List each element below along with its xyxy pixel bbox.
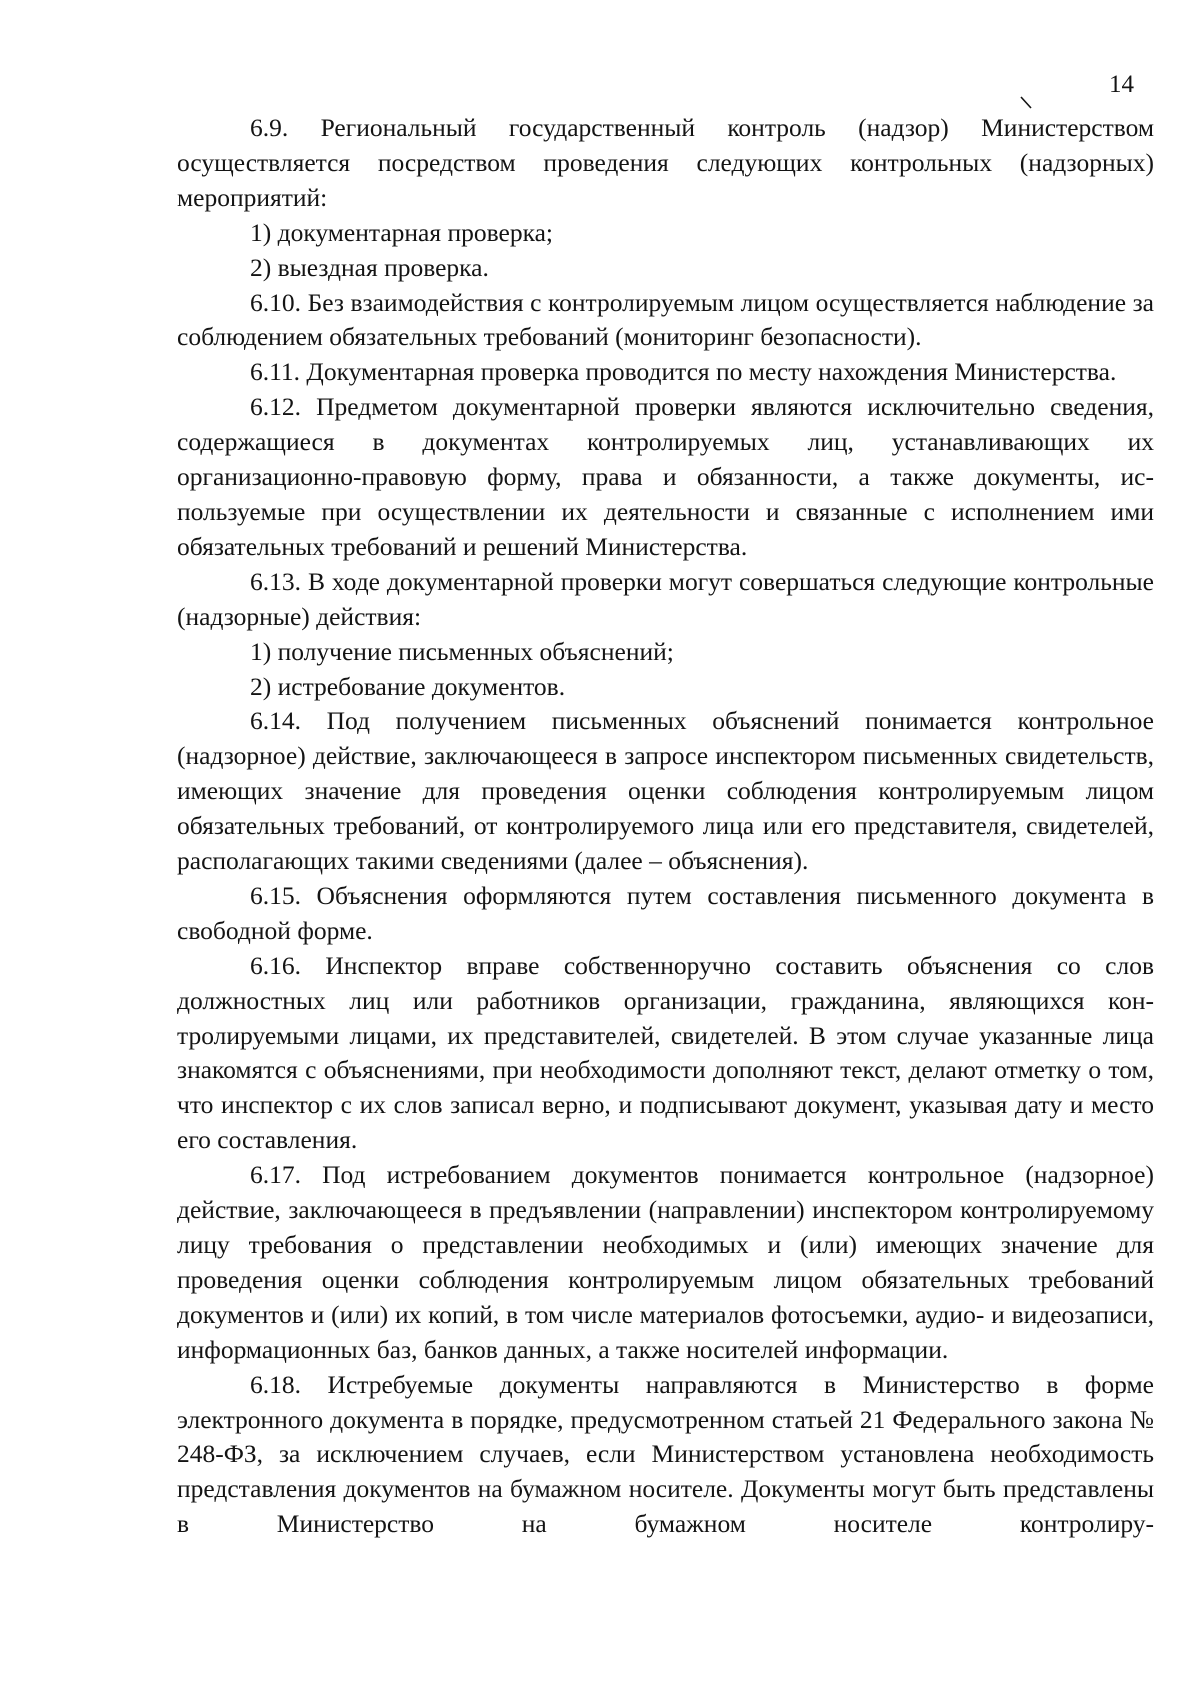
document-text [177,111,1154,1542]
list-item-written-explanations: 1) получение письменных объяснений; [250,636,674,666]
paragraph-6-17: 6.17. Под истребованием документов понимается контрольное (надзорное) действие, заключающееся в предъявлении (направлении) инспектором контролируемому лицу требования о представлении необходимых и (или) имеющих значение для проведения оценки соблюдения контролируемым лицом обязательных требований документов и (или) их копий, в том числе материалов фотосъемки, аудио- и видеозаписи, информационных баз, банков данных, а также носителей информации. [177,1160,1154,1364]
list-item-document-request: 2) истребование документов. [250,671,566,701]
list-item-documentary-check: 1) документарная проверка; [250,217,553,247]
paragraph-6-16: 6.16. Инспектор вправе собственноручно составить объяснения со слов должностных лиц или работников организации, гражданина, являющихся контролируемыми лицами, их представителей, свидетелей. В этом случае указанные лица знакомятся с объяснениями, при необходимости дополняют текст, делают отметку о том, что инспектор с их слов записал верно, и подписывают документ, указывая дату и место его составления. [177,950,1154,1155]
paragraph-6-15: 6.15. Объяснения оформляются путем составления письменного документа в свободной форме. [177,880,1154,945]
paragraph-6-9: 6.9. Региональный государственный контроль (надзор) Министерством осуществляется посредством проведения следующих контрольных (надзорных) мероприятий: [177,113,1154,212]
paragraph-6-10: 6.10. Без взаимодействия с контролируемым лицом осуществляется наблюдение за соблюдением обязательных требований (мониторинг безопасности). [177,287,1154,352]
paragraph-6-14: 6.14. Под получением письменных объяснений понимается контрольное (надзорное) действие, заключающееся в запросе инспектором письменных свидетельств, имеющих значение для проведения оценки соблюдения контролируемым лицом обязательных требований, от контролируемого лица или его представителя, свидетелей, располагающих такими сведениями (далее – объяснения). [177,706,1154,876]
paragraph-6-12: 6.12. Предметом документарной проверки являются исключительно сведения, содержащиеся в документах контролируемых лиц, устанавливающих их организационно-правовую форму, права и обязанности, а также документы, используемые при осуществлении их деятельности и связанные с исполнением ими обязательных требований и решений Министерства. [177,392,1154,561]
paragraph-6-11: 6.11. Документарная проверка проводится по месту нахождения Министерства. [250,357,1117,387]
paragraph-6-13: 6.13. В ходе документарной проверки могут совершаться следующие контрольные (надзорные) действия: [177,566,1154,631]
list-item-field-check: 2) выездная проверка. [250,252,489,282]
page-number: 14 [1109,71,1134,98]
handwritten-tick-mark [1019,96,1033,110]
paragraph-6-18: 6.18. Истребуемые документы направляются в Министерство в форме электронного документа в порядке, предусмотренном статьей 21 Федерального закона № 248-ФЗ, за исключением случаев, если Министерством установлена необходимость представления документов на бумажном носителе. Документы могут быть представлены в Министерство на бумажном носителе контролиру- [177,1369,1154,1539]
